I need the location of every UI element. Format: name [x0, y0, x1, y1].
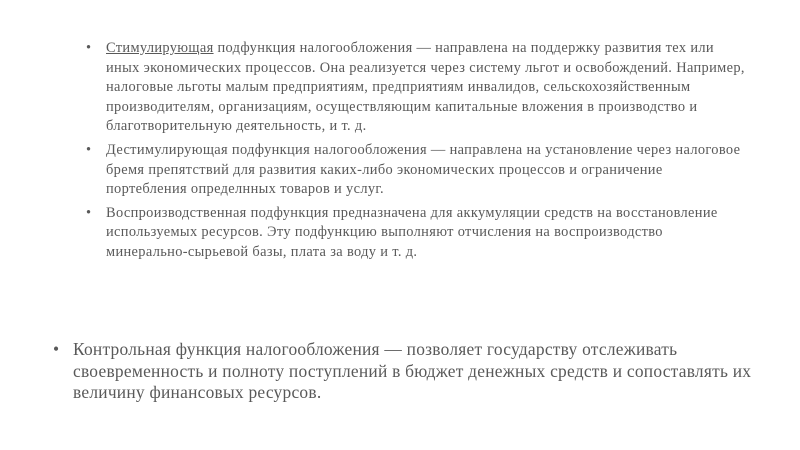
stimulating-text: подфункция налогообложения — направлена на поддержку развития тех или иных экономических процессов. Она реализуется через систему льгот и освобождений. Например, налоговые льготы малым предприятиям, предприятиям инвалидов, сельскохозяйственным производителям, организациям, осуществляющим капитальные вложения в производство и благотворительную деятельность, и т. д.: [106, 40, 745, 135]
bullet-icon: •: [53, 339, 60, 359]
reproductive-text: Воспроизводственная подфункция предназначена для аккумуляции средств на восстановление используемых ресурсов. Эту подфункцию выполняют отчисления на воспроизводство минерально-сырьевой базы, плата за воду и т. д.: [106, 204, 718, 260]
list-item-control-function: [53, 339, 773, 404]
bullet-icon: •: [86, 204, 92, 221]
bullet-icon: •: [86, 40, 92, 56]
destimulating-text: Дестимулирующая подфункция налогообложения — направлена на установление через налоговое бремя препятствий для развития каких-либо экономических процессов и ограничение портебления определнных товаров и услуг.: [106, 141, 741, 198]
list-item-reproductive: [86, 204, 746, 263]
control-function-text: Контрольная функция налогообложения — позволяет государству отслеживать своевременность и полноту поступлений в бюджет денежных средств и сопоставлять их величину финансовых ресурсов.: [73, 339, 752, 402]
subfunction-list: [86, 39, 746, 267]
list-item-stimulating: [86, 39, 746, 137]
stimulating-term: Стимулирующая: [106, 40, 214, 56]
bullet-icon: •: [86, 141, 92, 158]
list-item-destimulating: [86, 141, 746, 200]
